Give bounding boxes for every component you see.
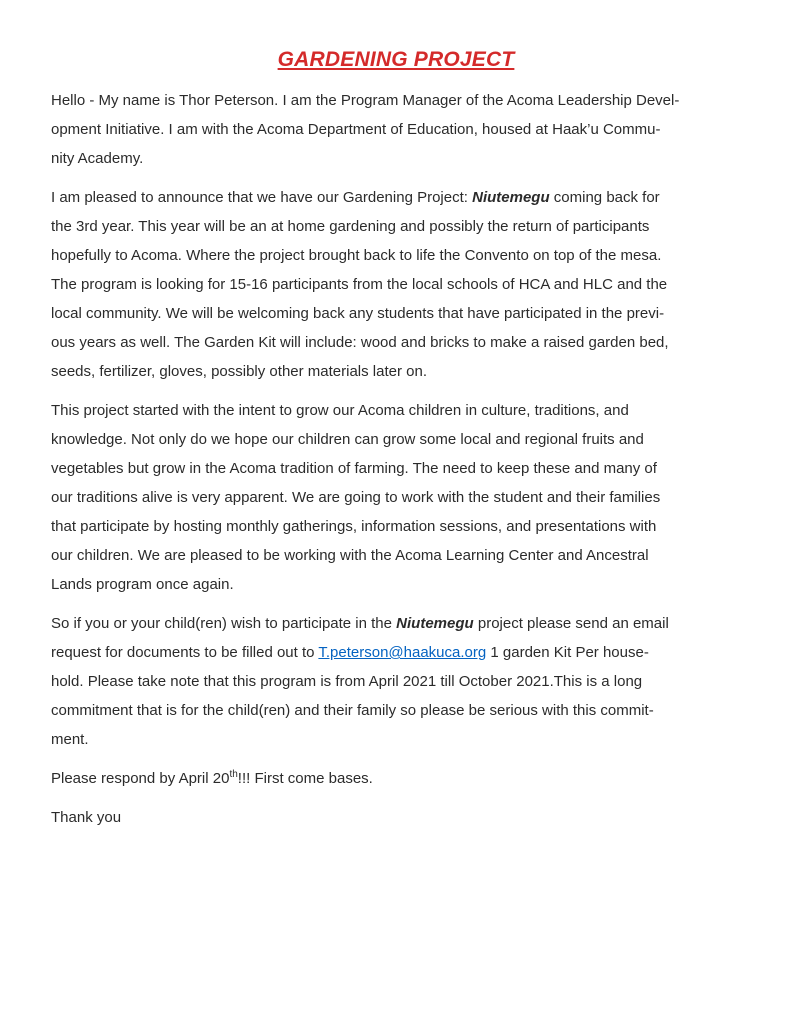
paragraph [51, 764, 741, 793]
body-text: ous years as well. The Garden Kit will include: wood and bricks to make a raised garden bed, [51, 334, 669, 351]
document-title: GARDENING PROJECT [277, 48, 515, 71]
body-text: hopefully to Acoma. Where the project brought back to life the Convento on top of the mesa. [51, 247, 662, 264]
paragraph [51, 609, 741, 754]
body-text: hold. Please take note that this program is from April 2021 till October 2021.This is a long [51, 673, 643, 690]
paragraph [51, 86, 741, 173]
paragraph [51, 396, 741, 599]
body-text: So if you or your child(ren) wish to participate in the [51, 615, 397, 632]
body-text: the 3rd year. This year will be an at home gardening and possibly the return of participants [51, 218, 650, 235]
body-text: !!! First come bases. [237, 770, 373, 787]
body-text: Hello - My name is Thor Peterson. I am the Program Manager of the Acoma Leadership Devel- [51, 92, 680, 109]
body-text: project please send an email [473, 615, 669, 632]
body-text: ment. [51, 731, 89, 748]
body-text: I am pleased to announce that we have our Gardening Project: [51, 189, 473, 206]
body-text: commitment that is for the child(ren) and their family so please be serious with this commit- [51, 702, 654, 719]
body-text: our children. We are pleased to be working with the Acoma Learning Center and Ancestral [51, 547, 649, 564]
body-text: request for documents to be filled out to [51, 644, 319, 661]
body-text: that participate by hosting monthly gatherings, information sessions, and presentations with [51, 518, 657, 535]
document-body [51, 86, 741, 832]
body-text: opment Initiative. I am with the Acoma Department of Education, housed at Haak’u Commu- [51, 121, 661, 138]
project-name-emphasis: Niutemegu [396, 615, 474, 632]
body-text: vegetables but grow in the Acoma tradition of farming. The need to keep these and many of [51, 460, 657, 477]
body-text: coming back for [549, 189, 660, 206]
paragraph [51, 183, 741, 386]
body-text: our traditions alive is very apparent. We are going to work with the student and their families [51, 489, 661, 506]
body-text: local community. We will be welcoming back any students that have participated in the previ- [51, 305, 665, 322]
body-text: seeds, fertilizer, gloves, possibly other materials later on. [51, 363, 428, 380]
body-text: nity Academy. [51, 150, 144, 167]
email-link[interactable]: T.peterson@haakuca.org [318, 644, 487, 661]
ordinal-superscript: th [229, 769, 238, 780]
body-text: Please respond by April 20 [51, 770, 230, 787]
project-name-emphasis: Niutemegu [472, 189, 550, 206]
body-text: This project started with the intent to grow our Acoma children in culture, traditions, and [51, 402, 629, 419]
body-text: The program is looking for 15-16 participants from the local schools of HCA and HLC and the [51, 276, 668, 293]
body-text: Lands program once again. [51, 576, 234, 593]
paragraph [51, 803, 741, 832]
body-text: knowledge. Not only do we hope our children can grow some local and regional fruits and [51, 431, 644, 448]
body-text: Thank you [51, 809, 122, 826]
body-text: 1 garden Kit Per house- [486, 644, 649, 661]
